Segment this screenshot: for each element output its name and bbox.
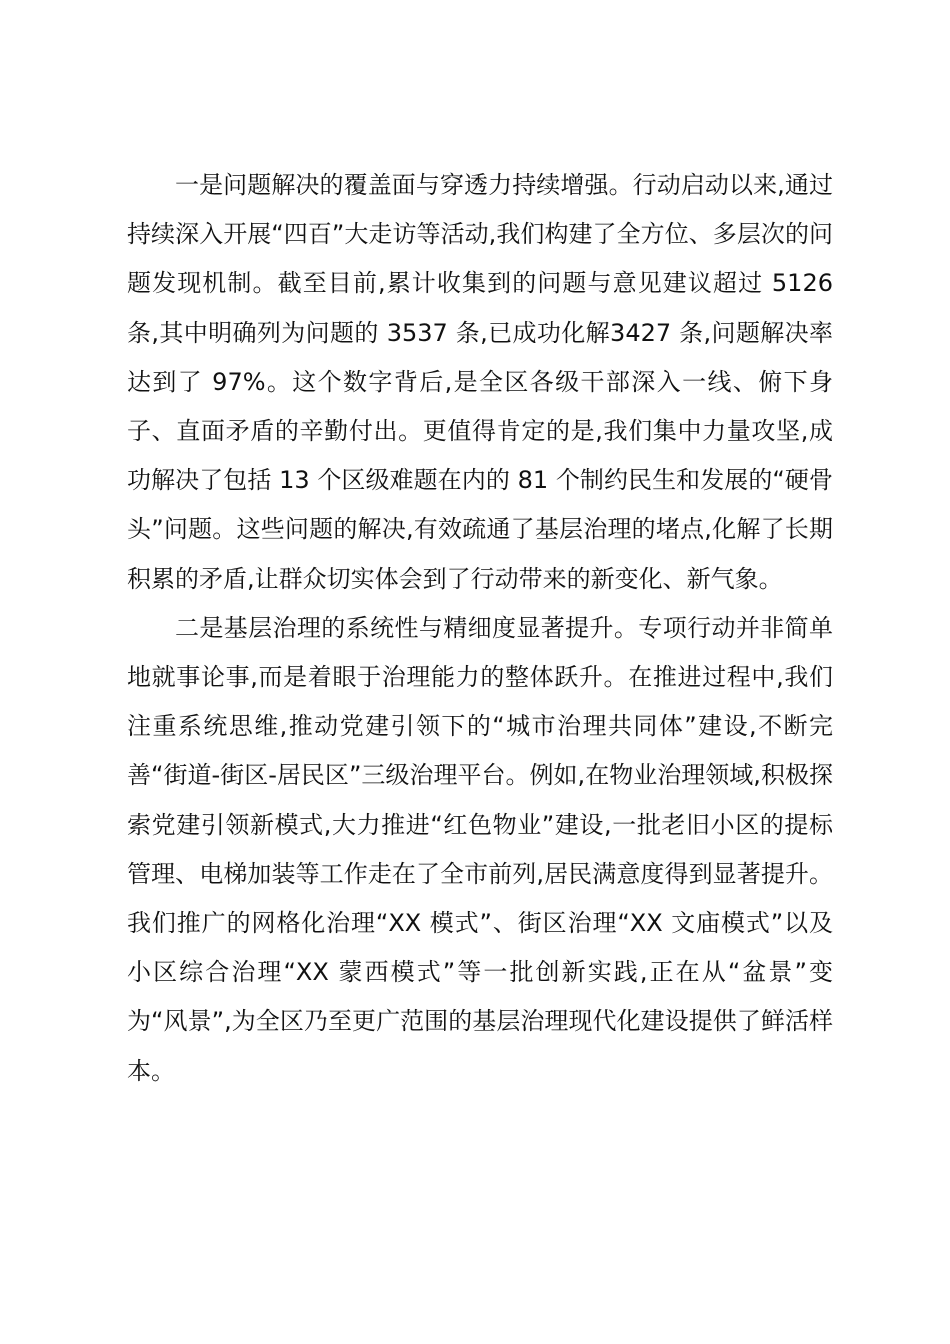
paragraph-2: 二是基层治理的系统性与精细度显著提升。专项行动并非简单地就事论事,而是着眼于治理能力的整体跃升。在推进过程中,我们注重系统思维,推动党建引领下的“城市治理共同体”建设,不断完善“街道-街区-居民区”三级治理平台。例如,在物业治理领域,积极探索党建引领新模式,大力推进“红色物业”建设,一批老旧小区的提标管理、电梯加装等工作走在了全市前列,居民满意度得到显著提升。我们推广的网格化治理“XX 模式”、街区治理“XX 文庙模式”以及小区综合治理“XX 蒙西模式”等一批创新实践,正在从“盆景”变为“风景”,为全区乃至更广范围的基层治理现代化建设提供了鲜活样本。 (127, 613, 833, 1085)
document-body (127, 161, 833, 1096)
paragraph-1: 一是问题解决的覆盖面与穿透力持续增强。行动启动以来,通过持续深入开展“四百”大走访等活动,我们构建了全方位、多层次的问题发现机制。截至目前,累计收集到的问题与意见建议超过 5126 条,其中明确列为问题的 3537 条,已成功化解3427 条,问题解决率达到了 97%。这个数字背后,是全区各级干部深入一线、俯下身子、直面矛盾的辛勤付出。更值得肯定的是,我们集中力量攻坚,成功解决了包括 13 个区级难题在内的 81 个制约民生和发展的“硬骨头”问题。这些问题的解决,有效疏通了基层治理的堵点,化解了长期积累的矛盾,让群众切实体会到了行动带来的新变化、新气象。 (127, 171, 833, 593)
